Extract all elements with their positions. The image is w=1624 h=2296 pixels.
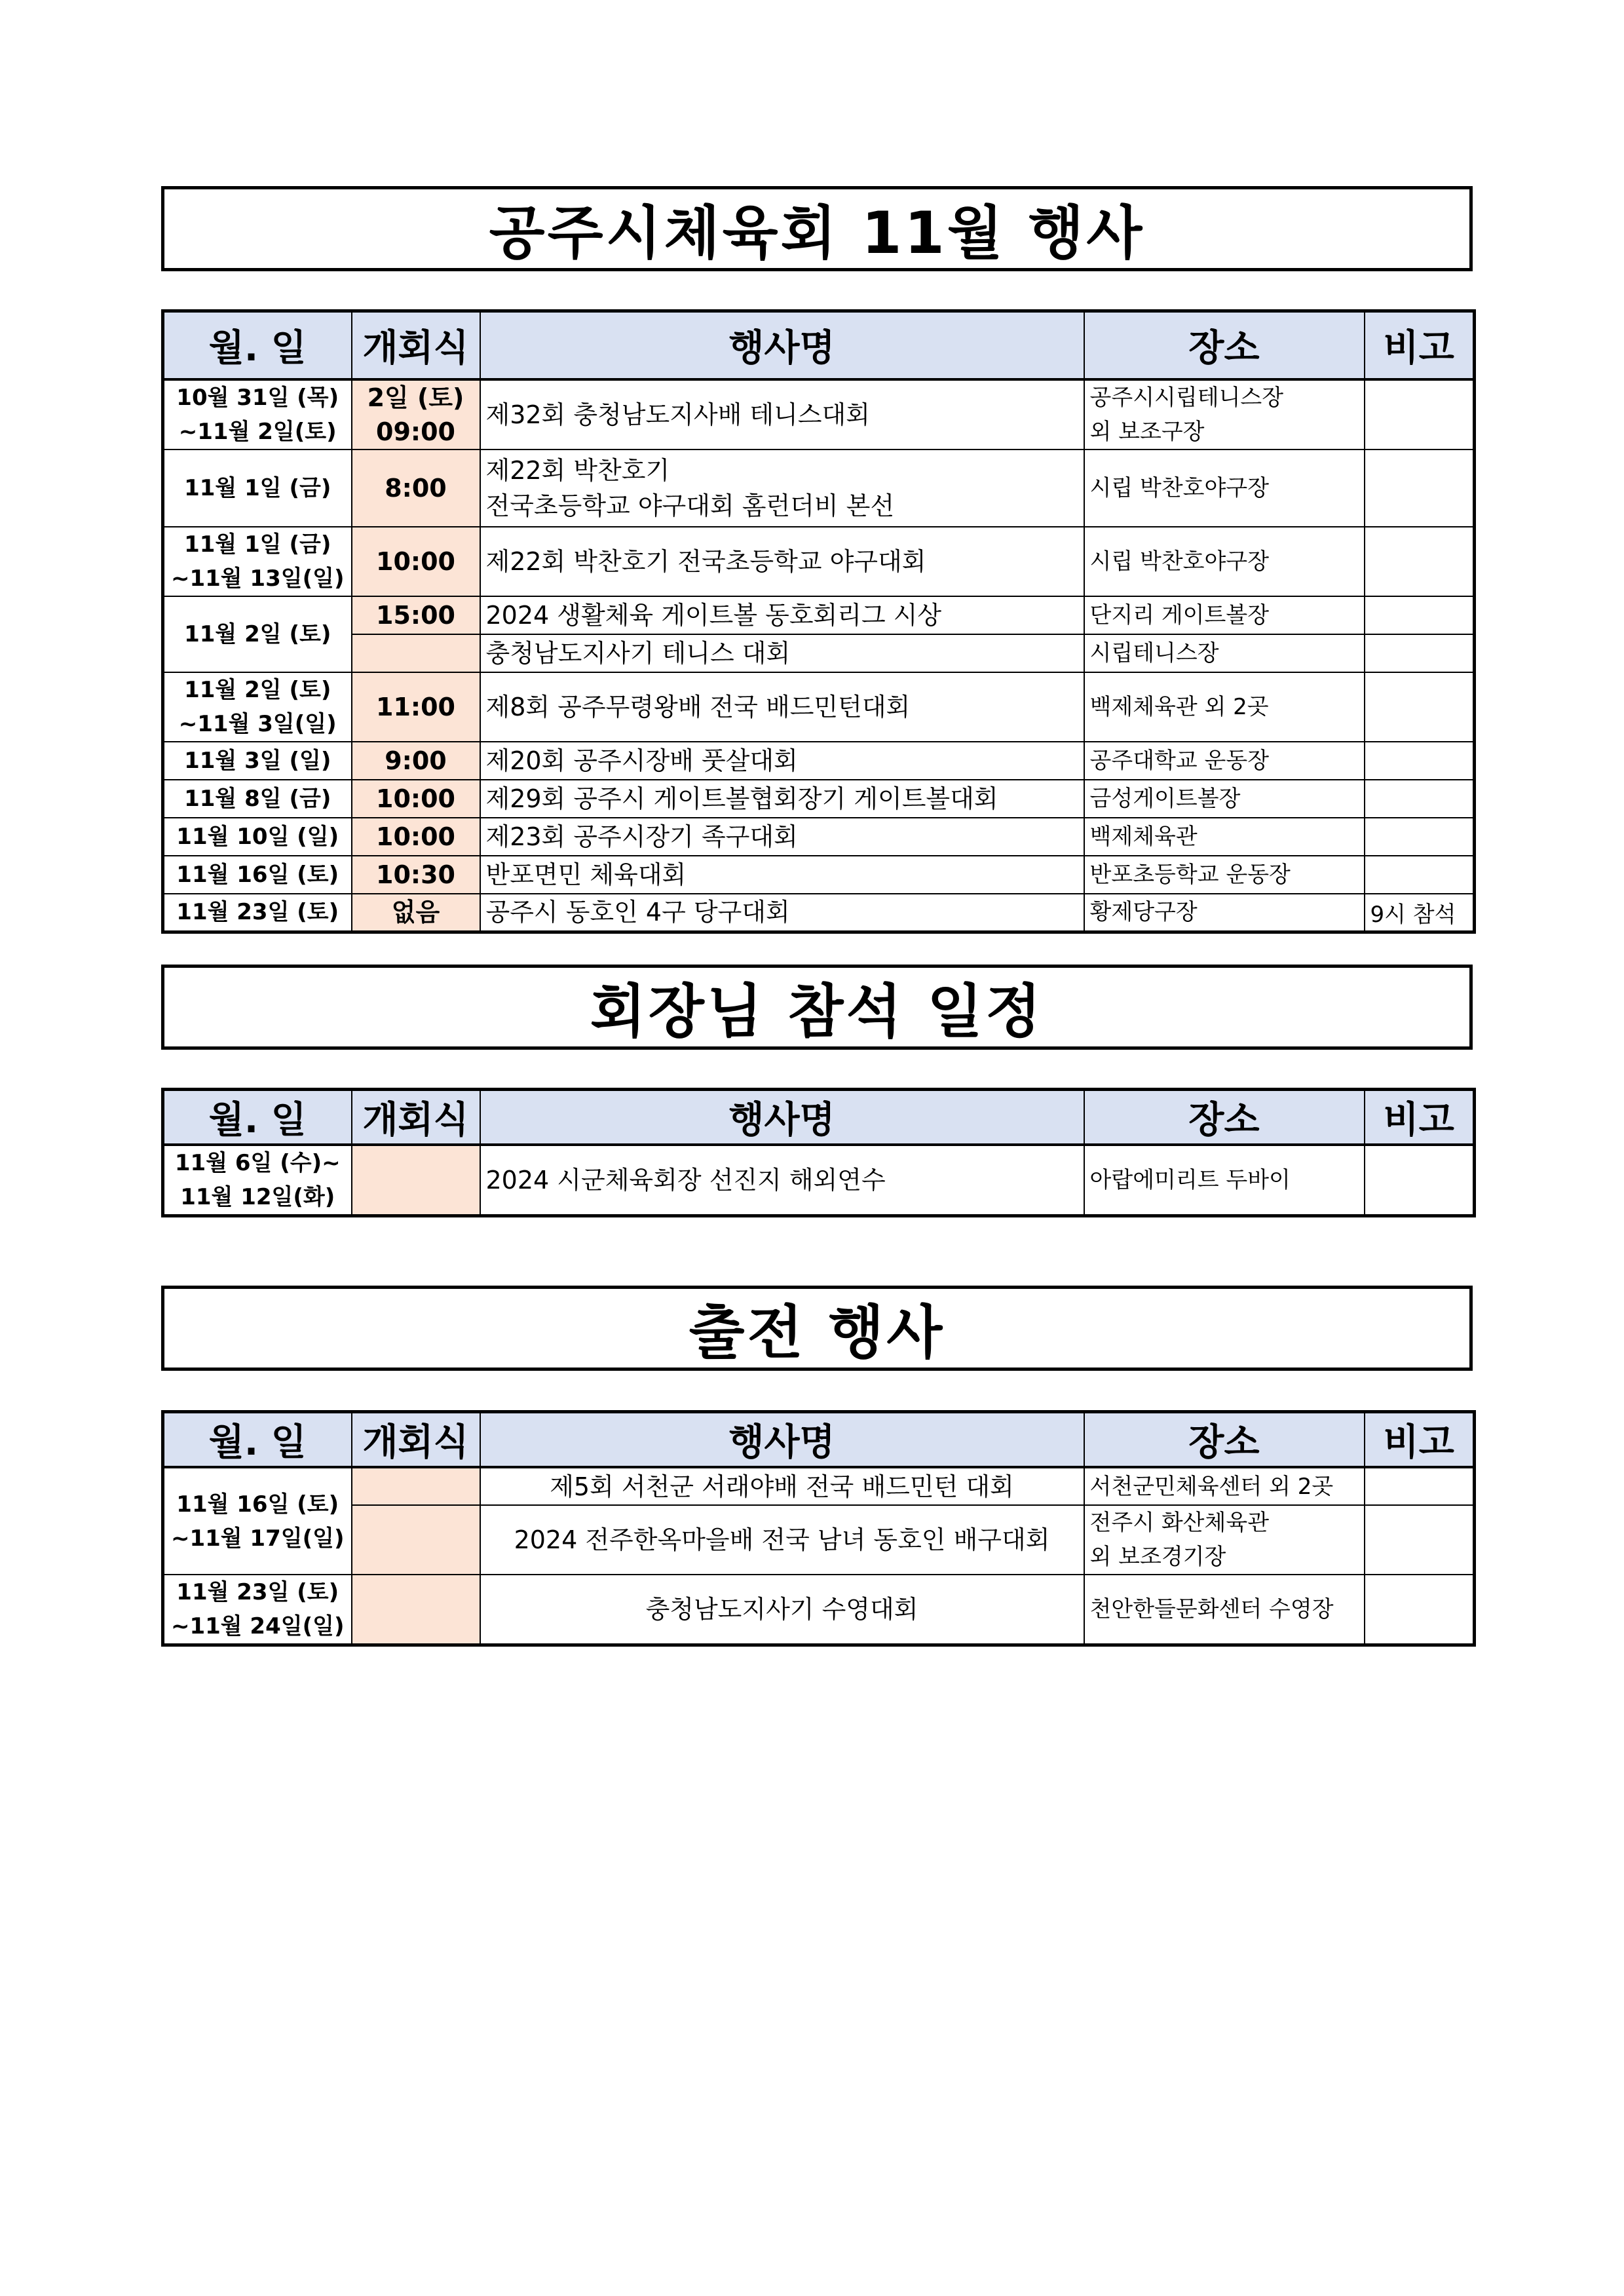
event-cell: 2024 전주한옥마을배 전국 남녀 동호인 배구대회 [480,1505,1084,1575]
note-cell: 9시 참석 [1365,894,1475,932]
time-cell: 2일 (토) 09:00 [352,379,480,450]
time-cell: 11:00 [352,672,480,742]
header-venue: 장소 [1084,311,1365,380]
note-cell [1365,856,1475,894]
note-cell [1365,379,1475,450]
venue-cell: 공주시시립테니스장 외 보조구장 [1084,379,1365,450]
expedition-title: 출전 행사 [161,1286,1473,1371]
table-row [163,527,1475,596]
header-event: 행사명 [480,1412,1084,1468]
table-row [163,596,1475,634]
main-title: 공주시체육회 11월 행사 [161,186,1473,271]
time-cell [352,1575,480,1645]
event-cell: 제8회 공주무령왕배 전국 배드민턴대회 [480,672,1084,742]
event-cell: 충청남도지사기 수영대회 [480,1575,1084,1645]
venue-cell: 시립 박찬호야구장 [1084,527,1365,596]
event-cell: 반포면민 체육대회 [480,856,1084,894]
venue-cell: 전주시 화산체육관 외 보조경기장 [1084,1505,1365,1575]
table-row [163,379,1475,450]
note-cell [1365,450,1475,527]
time-cell: 없음 [352,894,480,932]
venue-cell: 금성게이트볼장 [1084,780,1365,818]
expedition-table [161,1410,1476,1647]
note-cell [1365,634,1475,672]
venue-cell: 천안한들문화센터 수영장 [1084,1575,1365,1645]
date-cell: 11월 16일 (토) [163,856,352,894]
date-cell: 11월 1일 (금) [163,450,352,527]
time-cell: 15:00 [352,596,480,634]
note-cell [1365,672,1475,742]
date-cell: 11월 2일 (토) ~11월 3일(일) [163,672,352,742]
header-venue: 장소 [1084,1090,1365,1145]
time-cell [352,1467,480,1505]
event-cell: 충청남도지사기 테니스 대회 [480,634,1084,672]
time-cell: 8:00 [352,450,480,527]
date-cell: 11월 23일 (토) [163,894,352,932]
event-cell: 제20회 공주시장배 풋살대회 [480,742,1084,780]
header-event: 행사명 [480,1090,1084,1145]
venue-cell: 아랍에미리트 두바이 [1084,1145,1365,1216]
note-cell [1365,527,1475,596]
venue-cell: 단지리 게이트볼장 [1084,596,1365,634]
time-cell [352,1145,480,1216]
date-cell: 11월 8일 (금) [163,780,352,818]
table-row [163,1575,1475,1645]
note-cell [1365,1575,1475,1645]
header-opening: 개회식 [352,311,480,380]
date-cell: 11월 16일 (토) ~11월 17일(일) [163,1467,352,1575]
table-row [163,672,1475,742]
table-row [163,1145,1475,1216]
header-note: 비고 [1365,1412,1475,1468]
header-date: 월. 일 [163,311,352,380]
event-cell: 2024 생활체육 게이트볼 동호회리그 시상 [480,596,1084,634]
event-cell: 제5회 서천군 서래야배 전국 배드민턴 대회 [480,1467,1084,1505]
time-cell: 10:00 [352,780,480,818]
table-row [163,1505,1475,1575]
time-cell: 10:00 [352,818,480,856]
header-opening: 개회식 [352,1090,480,1145]
note-cell [1365,1505,1475,1575]
table-row [163,818,1475,856]
note-cell [1365,1467,1475,1505]
venue-cell: 서천군민체육센터 외 2곳 [1084,1467,1365,1505]
venue-cell: 백제체육관 외 2곳 [1084,672,1365,742]
event-cell: 2024 시군체육회장 선진지 해외연수 [480,1145,1084,1216]
note-cell [1365,742,1475,780]
table-row [163,634,1475,672]
header-opening: 개회식 [352,1412,480,1468]
table-row [163,742,1475,780]
table-row [163,450,1475,527]
header-event: 행사명 [480,311,1084,380]
date-cell: 11월 2일 (토) [163,596,352,672]
event-cell: 제23회 공주시장기 족구대회 [480,818,1084,856]
event-cell: 공주시 동호인 4구 당구대회 [480,894,1084,932]
time-cell [352,1505,480,1575]
header-venue: 장소 [1084,1412,1365,1468]
date-cell: 11월 6일 (수)~ 11월 12일(화) [163,1145,352,1216]
table-row [163,1467,1475,1505]
header-date: 월. 일 [163,1090,352,1145]
header-note: 비고 [1365,1090,1475,1145]
table-header-row [163,1090,1475,1145]
venue-cell: 황제당구장 [1084,894,1365,932]
date-cell: 10월 31일 (목) ~11월 2일(토) [163,379,352,450]
main-schedule-table [161,309,1476,934]
time-cell: 10:00 [352,527,480,596]
time-cell: 9:00 [352,742,480,780]
note-cell [1365,1145,1475,1216]
date-cell: 11월 1일 (금) ~11월 13일(일) [163,527,352,596]
header-note: 비고 [1365,311,1475,380]
table-row [163,856,1475,894]
date-cell: 11월 23일 (토) ~11월 24일(일) [163,1575,352,1645]
time-cell: 10:30 [352,856,480,894]
venue-cell: 시립테니스장 [1084,634,1365,672]
venue-cell: 백제체육관 [1084,818,1365,856]
president-schedule-table [161,1088,1476,1217]
date-cell: 11월 10일 (일) [163,818,352,856]
venue-cell: 시립 박찬호야구장 [1084,450,1365,527]
table-header-row [163,1412,1475,1468]
event-cell: 제29회 공주시 게이트볼협회장기 게이트볼대회 [480,780,1084,818]
header-date: 월. 일 [163,1412,352,1468]
note-cell [1365,818,1475,856]
event-cell: 제32회 충청남도지사배 테니스대회 [480,379,1084,450]
table-row [163,780,1475,818]
date-cell: 11월 3일 (일) [163,742,352,780]
table-header-row [163,311,1475,380]
venue-cell: 공주대학교 운동장 [1084,742,1365,780]
note-cell [1365,780,1475,818]
president-schedule-title: 회장님 참석 일정 [161,965,1473,1050]
note-cell [1365,596,1475,634]
event-cell: 제22회 박찬호기 전국초등학교 야구대회 [480,527,1084,596]
venue-cell: 반포초등학교 운동장 [1084,856,1365,894]
event-cell: 제22회 박찬호기 전국초등학교 야구대회 홈런더비 본선 [480,450,1084,527]
time-cell [352,634,480,672]
table-row [163,894,1475,932]
